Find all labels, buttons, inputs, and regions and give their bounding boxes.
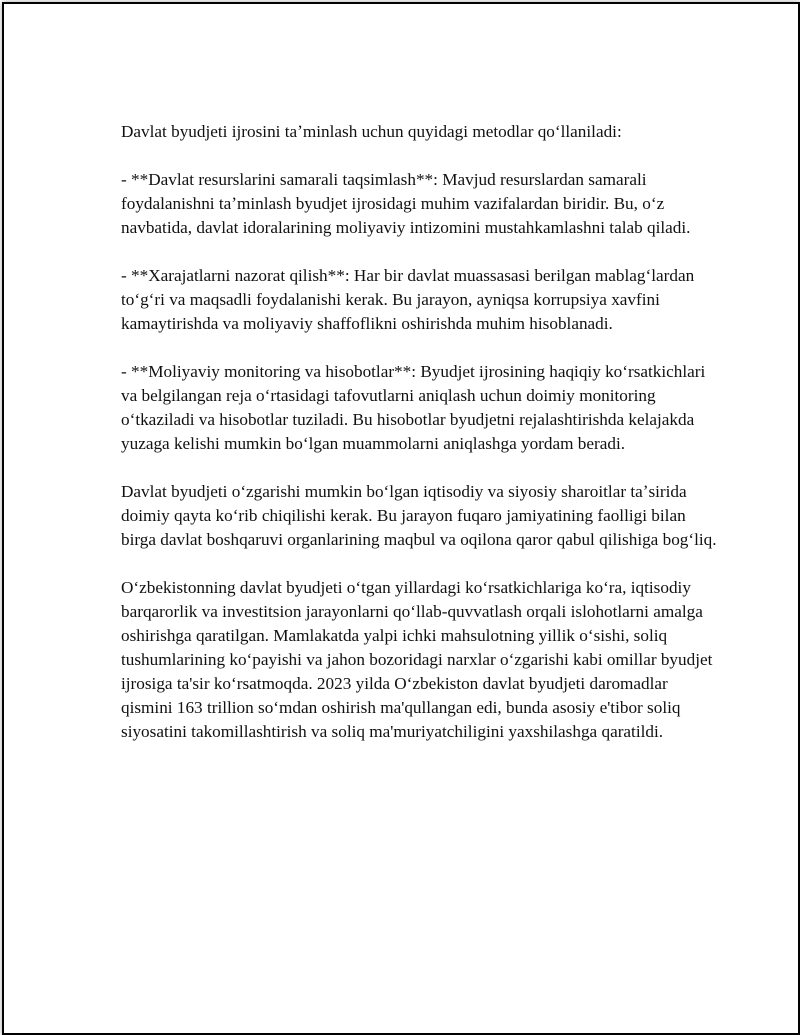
method-resource-allocation-paragraph: - **Davlat resurslarini samarali taqsimlash**: Mavjud resurslardan samarali foydalanishni taʼminlash byudjet ijrosidagi muhim vazifalardan biridir. Bu, oʻz navbatida, davlat idoralarining moliyaviy intizomini mustahkamlashni talab qiladi. [121, 170, 691, 237]
budget-revision-paragraph: Davlat byudjeti oʻzgarishi mumkin boʻlgan iqtisodiy va siyosiy sharoitlar taʼsirida doimiy qayta koʻrib chiqilishi kerak. Bu jarayon fuqaro jamiyatining faolligi bilan birga davlat boshqaruvi organlarining maqbul va oqilona qaror qabul qilishiga bogʻliq. [121, 482, 717, 549]
document-page [2, 2, 800, 1035]
document-body [121, 120, 721, 768]
method-expense-control-paragraph: - **Xarajatlarni nazorat qilish**: Har bir davlat muassasasi berilgan mablagʻlardan toʻgʻri va maqsadli foydalanishi kerak. Bu jarayon, ayniqsa korrupsiya xavfini kamaytirishda va moliyaviy shaffoflikni oshirishda muhim hisoblanadi. [121, 266, 695, 333]
intro-paragraph: Davlat byudjeti ijrosini taʼminlash uchun quyidagi metodlar qoʻllaniladi: [121, 122, 622, 141]
uzbekistan-budget-paragraph: Oʻzbekistonning davlat byudjeti oʻtgan yillardagi koʻrsatkichlariga koʻra, iqtisodiy barqarorlik va investitsion jarayonlarni qoʻllab-quvvatlash orqali islohotlarni amalga oshirishga qaratilgan. Mamlakatda yalpi ichki mahsulotning yillik oʻsishi, soliq tushumlarining koʻpayishi va jahon bozoridagi narxlar oʻzgarishi kabi omillar byudjet ijrosiga ta'sir koʻrsatmoqda. 2023 yilda Oʻzbekiston davlat byudjeti daromadlar qismini 163 trillion soʻmdan oshirish ma'qullangan edi, bunda asosiy e'tibor soliq siyosatini takomillashtirish va soliq ma'muriyatchiligini yaxshilashga qaratildi. [121, 578, 713, 741]
method-monitoring-reporting-paragraph: - **Moliyaviy monitoring va hisobotlar**: Byudjet ijrosining haqiqiy koʻrsatkichlari va belgilangan reja oʻrtasidagi tafovutlarni aniqlash uchun doimiy monitoring oʻtkaziladi va hisobotlar tuziladi. Bu hisobotlar byudjetni rejalashtirishda kelajakda yuzaga kelishi mumkin boʻlgan muammolarni aniqlashga yordam beradi. [121, 362, 706, 453]
